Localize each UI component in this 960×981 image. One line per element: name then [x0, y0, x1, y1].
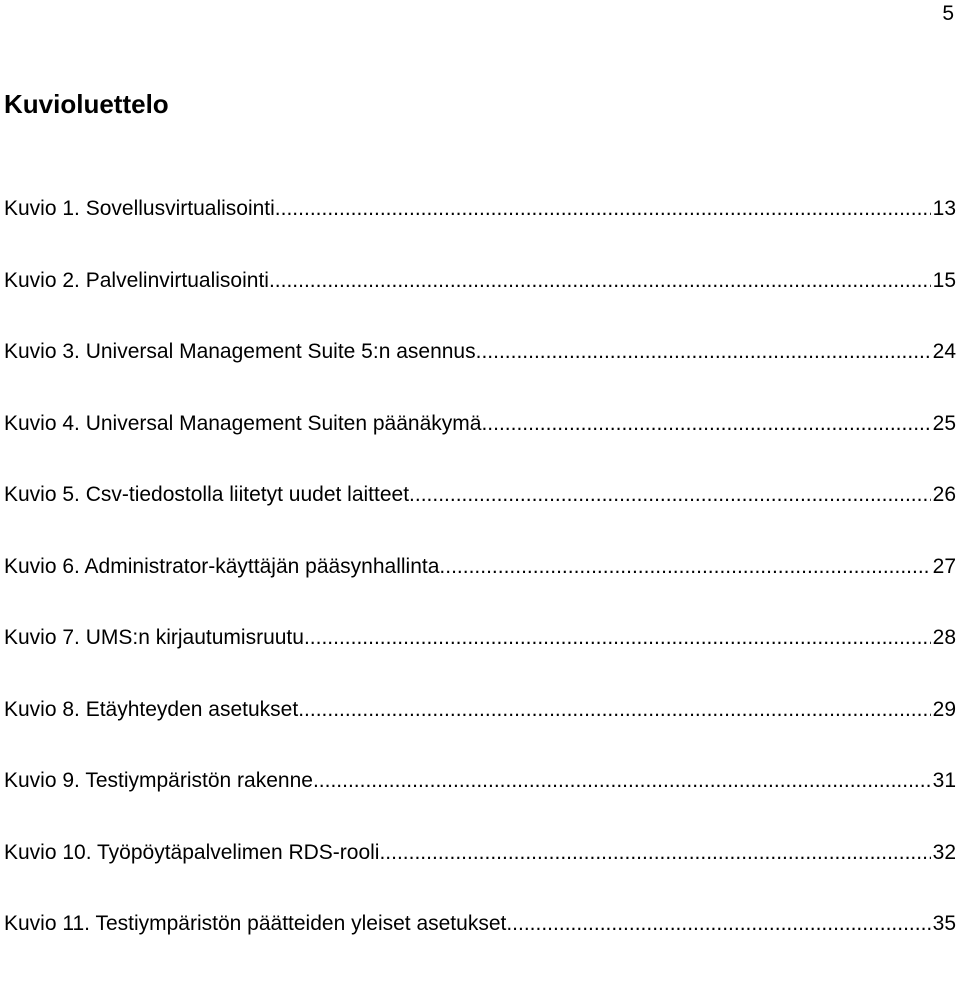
dot-leader: [409, 480, 931, 510]
entry-label: Kuvio 1. Sovellusvirtualisointi.: [4, 197, 281, 220]
entry-label: Kuvio 6. Administrator-käyttäjän pääsynhallinta: [4, 554, 440, 578]
entry-page: 29: [932, 697, 956, 721]
entry-label: Kuvio 7. UMS:n kirjautumisruutu: [4, 626, 304, 649]
dot-leader: [269, 266, 931, 296]
list-item[interactable]: [4, 552, 956, 624]
list-item[interactable]: [4, 909, 956, 981]
dot-leader: [281, 194, 931, 224]
dot-leader: [506, 909, 930, 939]
dot-leader: [298, 695, 930, 725]
list-item[interactable]: [4, 838, 956, 910]
dot-leader: [313, 766, 931, 796]
entry-label: Kuvio 3. Universal Management Suite 5:n asennus: [4, 340, 476, 363]
list-item[interactable]: [4, 623, 956, 695]
entry-page: 24: [932, 340, 956, 363]
dot-leader: [439, 552, 930, 582]
list-item[interactable]: [4, 337, 956, 409]
dot-leader: [476, 337, 931, 367]
entry-page: 27: [932, 554, 956, 578]
figure-list: [4, 194, 956, 981]
page-number: 5: [942, 2, 954, 25]
entry-label: Kuvio 10. Työpöytäpalvelimen RDS-rooli: [4, 840, 380, 864]
dot-leader: [481, 409, 930, 439]
entry-page: 15: [932, 268, 956, 292]
entry-label: Kuvio 5. Csv-tiedostolla liitetyt uudet laitteet: [4, 483, 410, 506]
dot-leader: [304, 623, 931, 653]
entry-page: 13: [932, 197, 956, 220]
list-item[interactable]: [4, 266, 956, 338]
entry-label: Kuvio 11. Testiympäristön päätteiden yleiset asetukset: [4, 912, 507, 935]
entry-page: 32: [932, 840, 956, 864]
entry-label: Kuvio 9. Testiympäristön rakenne: [4, 769, 313, 792]
entry-page: 26: [932, 483, 956, 506]
list-item[interactable]: [4, 480, 956, 552]
list-item[interactable]: [4, 766, 956, 838]
page-title: Kuvioluettelo: [4, 89, 169, 119]
entry-page: 28: [932, 626, 956, 649]
entry-page: 31: [932, 769, 956, 792]
entry-page: 25: [932, 411, 956, 435]
entry-page: 35: [932, 912, 956, 935]
entry-label: Kuvio 8. Etäyhteyden asetukset: [4, 697, 299, 721]
list-item[interactable]: [4, 194, 956, 266]
entry-label: Kuvio 4. Universal Management Suiten päänäkymä: [4, 411, 482, 435]
list-item[interactable]: [4, 409, 956, 481]
entry-label: Kuvio 2. Palvelinvirtualisointi: [4, 268, 269, 292]
list-item[interactable]: [4, 695, 956, 767]
dot-leader: [379, 838, 930, 868]
